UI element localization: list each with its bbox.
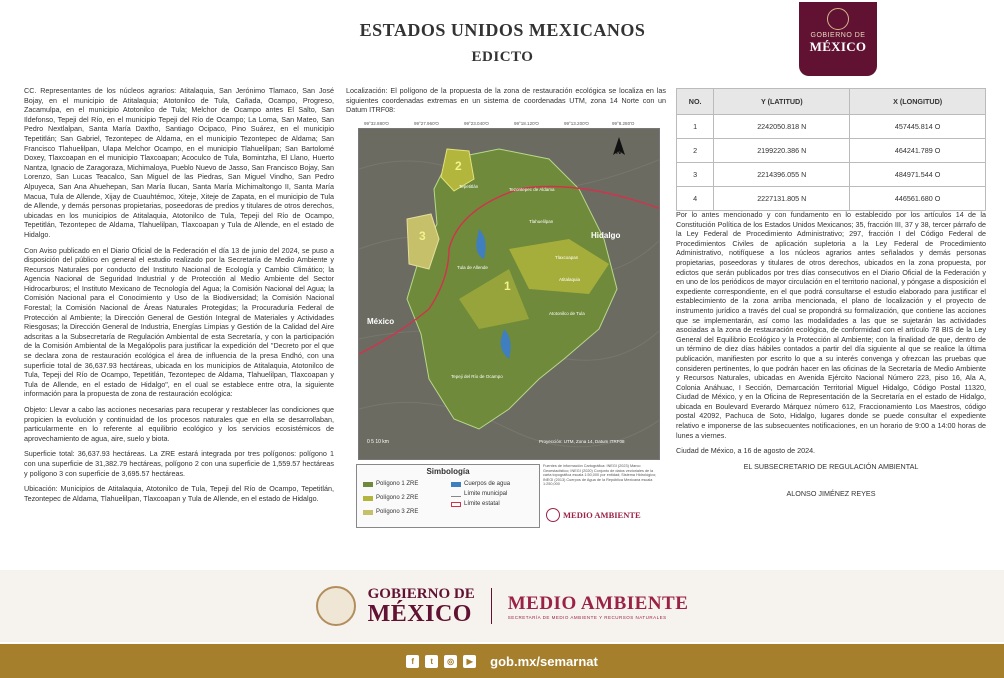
table-row: 3 2214396.055 N 484971.544 O xyxy=(677,163,986,187)
page-subtitle: EDICTO xyxy=(471,49,534,65)
legend-item: Polígono 1 ZRE xyxy=(363,481,418,488)
map-town: Atotonilco de Tula xyxy=(549,311,585,316)
map-town: Tlaxcoapan xyxy=(555,255,579,260)
map-town: Atitalaquia xyxy=(559,277,581,282)
footer-medio-ambiente: MEDIO AMBIENTE xyxy=(507,592,689,614)
map-coord-label: 99°18.120'O xyxy=(514,121,539,126)
badge-line2: MÉXICO xyxy=(809,39,867,54)
eagle-seal-icon xyxy=(827,8,849,30)
footer-logos xyxy=(0,570,1004,642)
legend-item: Polígono 3 ZRE xyxy=(363,509,418,516)
map-scale: 0 5 10 km xyxy=(367,439,389,445)
map-town: Tepeji del Río de Ocampo xyxy=(451,374,503,379)
column-middle xyxy=(346,86,666,121)
column-left xyxy=(24,86,334,509)
legend-title: Simbología xyxy=(426,467,470,476)
twitter-icon[interactable]: t xyxy=(425,655,438,668)
legend-item: Límite municipal xyxy=(451,491,507,498)
coordinates-table xyxy=(676,88,986,211)
swatch-icon xyxy=(363,510,373,515)
swatch-icon xyxy=(363,482,373,487)
map-label-polygon1: 1 xyxy=(504,279,511,293)
notice-paragraph: Con Aviso publicado en el Diario Oficial de la Federación el día 13 de junio del 2024, se puso a disposición del público en general el estudio realizado por la Secretaría de Medio Ambiente y Recursos Naturales por conducto del Instituto Nacional de Ecología y Cambio Climático; la Agencia Nacional de Seguridad Industrial y de Protección al Medio Ambiente del Sector Hidrocarburos; el Instituto Mexicano de Tecnología del Agua; la Comisión Nacional del Agua; la Comisión Nacional para el Conocimiento y Uso de la Biodiversidad; la Comisión Nacional Forestal; la Comisión Nacional de Áreas Naturales Protegidas; la Procuraduría Federal de Protección al Ambiente; la Dirección General de Gestión Integral de Materiales y Actividades Riesgosas; la Dirección General de Industria, Energías Limpias y Gestión de la Calidad del Aire adscritas a la Subsecretaría de Regulación Ambiental de esta Secretaría, y con la participación de la Comisión Ambiental de la Megalópolis para justificar la expedición del "Decreto por el que se declara zona de restauración ecológica el área de influencia de la presa Endhó, con una superficie total de 36,637.93 hectáreas, ubicada en los municipios de Atitalaquia, Atotonilco de Tula, Tepeji del Río de Ocampo, Tepetitlán, Tezontepec de Aldama, Tlahuelilpan, Tlaxcoapan y Tula de Allende, en el estado de Hidalgo", en el cual se establece entre otra, la siguiente información para la propuesta de zona de restauración ecológica: xyxy=(24,245,334,399)
legend-item: Límite estatal xyxy=(451,501,500,508)
signatory-name: ALONSO JIMÉNEZ REYES xyxy=(786,489,876,499)
map-coord-label: 99°32.880'O xyxy=(364,121,389,126)
column-right xyxy=(676,210,986,505)
facebook-icon[interactable]: f xyxy=(406,655,419,668)
map-town: Tlahuelilpan xyxy=(529,219,554,224)
youtube-icon[interactable]: ▶ xyxy=(463,655,476,668)
instagram-icon[interactable]: ◎ xyxy=(444,655,457,668)
eagle-seal-icon xyxy=(316,586,356,626)
objective-paragraph: Objeto: Llevar a cabo las acciones necesarias para recuperar y restablecer las condiciones que propicien la evolución y continuidad de los procesos naturales que en ella se desarrollaban, particularmente en lo referente al equilibrio ecológico y los servicios ecosistémicos de aprovechamiento de agua, aire, suelo y biota. xyxy=(24,405,334,443)
footer-gob-line1: GOBIERNO DE xyxy=(367,585,475,602)
footer xyxy=(0,570,1004,678)
map-town: Tula de Allende xyxy=(457,265,488,270)
gobierno-badge xyxy=(799,2,877,76)
map-coord-label: 99°23.040'O xyxy=(464,121,489,126)
swatch-icon xyxy=(451,482,461,487)
table-row: 1 2242050.818 N 457445.814 O xyxy=(677,115,986,139)
footer-bar xyxy=(0,644,1004,678)
table-row: 2 2199220.386 N 464241.789 O xyxy=(677,139,986,163)
location-map xyxy=(358,128,660,460)
map-legend xyxy=(356,464,540,528)
line-icon xyxy=(451,502,461,507)
map-coord-label: 99°8.280'O xyxy=(612,121,635,126)
medio-ambiente-minilogo: MEDIO AMBIENTE xyxy=(546,508,641,522)
north-arrow-icon: N xyxy=(616,149,622,156)
map-label-polygon3: 3 xyxy=(419,229,426,243)
table-row: 4 2227131.805 N 446561.680 O xyxy=(677,187,986,211)
footer-gob-line2: MÉXICO xyxy=(367,600,472,627)
footer-secretaria: SECRETARÍA DE MEDIO AMBIENTE Y RECURSOS NATURALES xyxy=(507,614,667,620)
footer-url-link[interactable]: gob.mx/semarnat xyxy=(490,653,598,669)
map-label-polygon2: 2 xyxy=(455,159,462,173)
map-town: Tezontepec de Aldama xyxy=(509,187,555,192)
map-coord-label: 99°27.960'O xyxy=(414,121,439,126)
page-title: ESTADOS UNIDOS MEXICANOS xyxy=(359,20,646,40)
map-sources: Fuentes de información Cartográfica: INEGI (2023) Marco Geoestadístico; INEGI (2020) Conjunto de datos vectoriales de la carta topográfica escala 1:50,000 por entidad; Sistema Hidrológico; INEGI (2013) Cuerpos de Agua de la República Mexicana escala 1:250,000 xyxy=(543,464,657,487)
map-credit: Proyección: UTM, Zona 14, Datum ITRF08 xyxy=(539,439,625,444)
badge-line1: GOBIERNO DE xyxy=(810,32,866,39)
seal-icon xyxy=(546,508,560,522)
signatory-role: EL SUBSECRETARIO DE REGULACIÓN AMBIENTAL xyxy=(743,461,919,471)
footer-divider xyxy=(491,588,492,624)
recipients-paragraph: CC. Representantes de los núcleos agrarios: Atitalaquia, San Jerónimo Tlamaco, San José Bojay, en el municipio de Atitalaquia; Atotonilco de Tula, Cañada, Ocampo, Progreso, Zacamulpa, en el municipio Atotonilco de Tula; Melchor de Ocampo antes El Salto, San Ildefonso, Tepeji del Río, en el municipio Tepeji del Río de Ocampo; La Loma, San Mateo, San Pedro Nextlalpan, Santa María Daxtho, Santiago Ocipaco, Pino Suárez, en el municipio Tepetitlán; San Gabriel, Tezontepec de Aldama, en el municipio Tezontepec de Aldama; San Francisco Tlahuelilpan, Ulapa Melchor Ocampo, en el municipio Tlahuelilpan; San Bartolomé Doxey, Tlaxcoapan en el municipio Tlaxcoapan; Acoculco de Tula, Bomintzha, El Llano, Huerto Nantza, Ignacio de Zaragoraza, Michimaloya, Pueblo Nuevo de Jasso, San Francisco Bojay, San Lorenzo, San Lucas Teacalco, San Miguel de las Piedras, San Miguel Vindho, San Pedro Alpuyeca, San Ana Ahuehepan, San María Ilucan, Santa María Michimaltongo II, Santa María Macua, Tula de Allende, Xijay de Cuauhtémoc, Xiteje, Xiteje de Zapata, en el municipio de Tula de Allende, y demás personas propietarias, poseedoras de predios y titulares de otros derechos, ubicadas en los municipios de Atitalaquia, Atotonilco de Tula, Tepeji del Río de Ocampo, Tepetitlán, Tezontepec de Aldama, Tlahuelilpan, Tlaxcoapan y Tula de Allende, en el estado de Hidalgo. xyxy=(24,86,334,239)
location-paragraph: Ubicación: Municipios de Atitalaquia, Atotonilco de Tula, Tepeji del Río de Ocampo, Tepetitlán, Tezontepec de Aldama, Tlahuelilpan, Tlaxcoapan y Tula de Allende, en el estado de Hidalgo. xyxy=(24,484,334,503)
surface-paragraph: Superficie total: 36,637.93 hectáreas. La ZRE estará integrada por tres polígonos: polígono 1 con una superficie de 31,382.79 hectáreas, polígono 2 con una superficie de 1,559.57 hectáreas y polígono 3 con superficie de 3,695.57 hectáreas. xyxy=(24,449,334,478)
legal-paragraph: Por lo antes mencionado y con fundamento en lo establecido por los artículos 14 de la Constitución Política de los Estados Unidos Mexicanos; 35, fracción III, 37 y 38, tercer párrafo de la Ley Federal de Procedimiento Administrativo; 297, fracción I del Código Federal de Procedimientos Civiles de aplicación supletoria a la Ley Federal de Procedimiento Administrativo, notifíquese a los núcleos agrarios antes señalados y demás personas propietarias, poseedoras y titulares de otros derechos, ubicados en la zona propuesta, por edictos que serán publicados por tres días consecutivos en el Diario Oficial de la Federación y en uno de los periódicos de mayor circulación en el territorio nacional, y póngase a disposición el expediente correspondiente, en el que podrá consultarse el estudio elaborado para justificar el establecimiento de la zona arriba mencionada, el plano de localización y el proyecto de instrumento jurídico a través del cual se propondrá su formalización, que contiene las acciones que se implementarán, así como las modalidades a las que se sujetarán las actividades asociadas a la zona de restauración ecológica, de conformidad con el artículo 78 BIS de la Ley General del Equilibrio Ecológico y la Protección al Ambiente; con la finalidad de que, dentro de un término de diez días hábiles contados a partir del día siguiente al que se realice la última publicación, manifiesten por escrito lo que a su interés convenga y ofrezcan las pruebas que consideren pertinentes, lo que podrán hacer en las oficinas de la Secretaría de Medio Ambiente y Recursos Naturales, ubicadas en Avenida Ejército Nacional Número 223, piso 16, Ala A, Colonia Anáhuac, I Sección, Demarcación Territorial Miguel Hidalgo, Código Postal 11320, Ciudad de México, y en la Oficina de Representación de la Secretaría en el estado de Hidalgo, ubicada en Boulevard Everardo Márquez número 612, Fraccionamiento Los Maestros, código postal 42092, Pachuca de Soto, Hidalgo, lugares donde se puede consultar el expediente relativo e imponerse de las subsecuentes notificaciones, en un horario de 9:00 a 14:00 horas de lunes a viernes. xyxy=(676,210,986,440)
swatch-icon xyxy=(363,496,373,501)
date-line: Ciudad de México, a 16 de agosto de 2024. xyxy=(676,446,816,456)
localization-paragraph: Localización: El polígono de la propuesta de la zona de restauración ecológica se localiza en las siguientes coordenadas extremas en un sistema de coordenadas UTM, zona 14 Norte con un Datum ITRF08: xyxy=(346,86,666,115)
map-label-hidalgo: Hidalgo xyxy=(591,231,621,240)
table-header: X (LONGITUD) xyxy=(850,89,986,115)
map-label-mexico: México xyxy=(367,317,395,326)
line-icon xyxy=(451,492,461,497)
legend-item: Polígono 2 ZRE xyxy=(363,495,418,502)
table-header: NO. xyxy=(677,89,714,115)
table-header: Y (LATITUD) xyxy=(714,89,850,115)
legend-item: Cuerpos de agua xyxy=(451,481,510,488)
map-coord-label: 99°13.200'O xyxy=(564,121,589,126)
map-town: Tepetitlán xyxy=(459,184,479,189)
